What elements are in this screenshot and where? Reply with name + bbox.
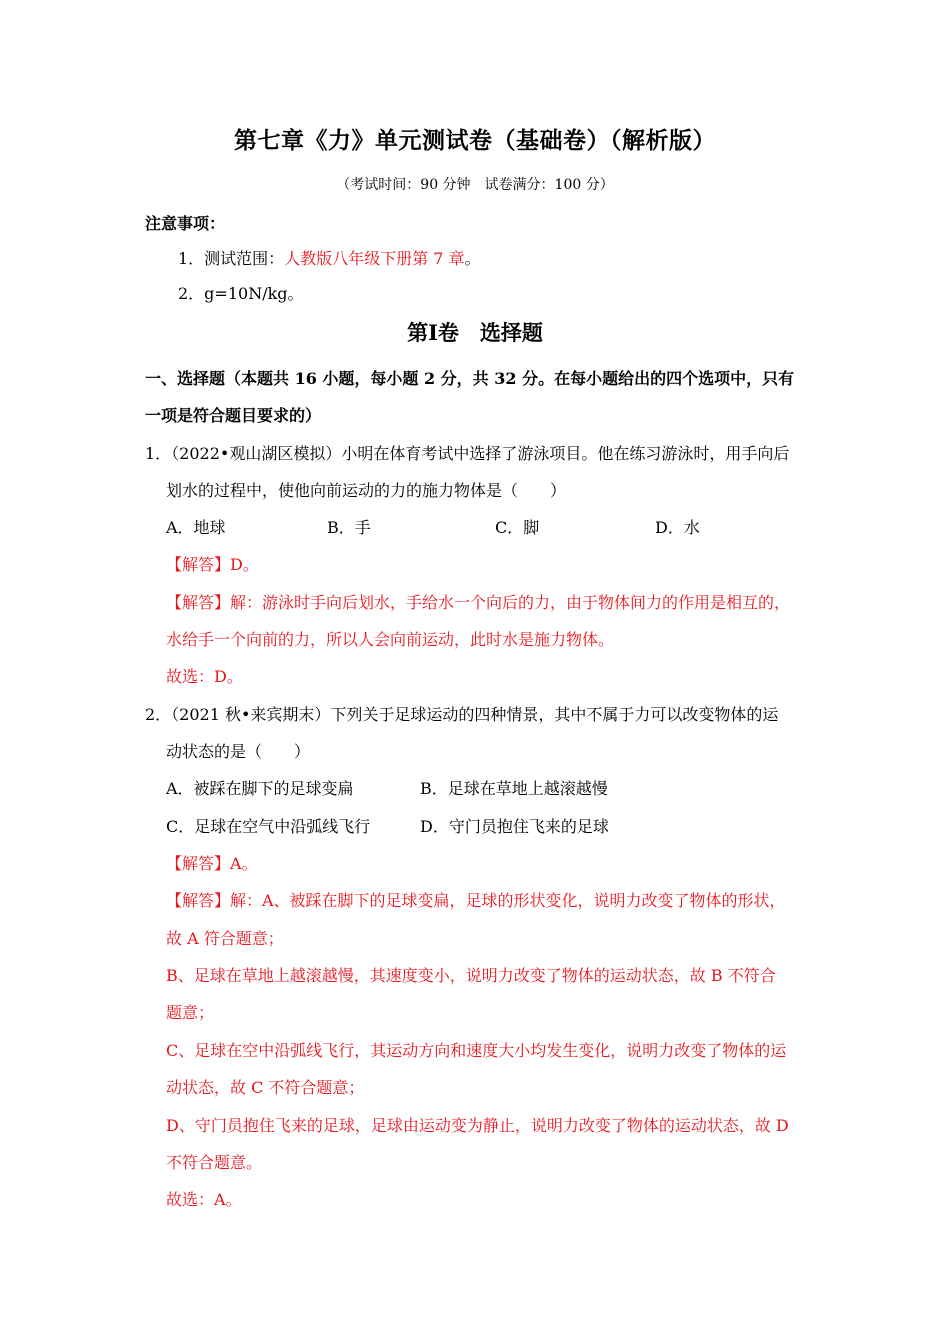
note-item-1-suffix: 。 (464, 249, 481, 268)
question-2-explanation-line-3: B、足球在草地上越滚越慢，其速度变小，说明力改变了物体的运动状态，故 B 不符合 (166, 966, 776, 985)
section-title: 第Ⅰ卷 选择题 (407, 320, 543, 345)
question-2-option-d: D．守门员抱住飞来的足球 (420, 817, 609, 836)
question-1-explanation-line-1: 【解答】解：游泳时手向后划水，手给水一个向后的力，由于物体间力的作用是相互的， (166, 593, 791, 612)
question-2-explanation-line-8: 不符合题意。 (166, 1153, 263, 1172)
note-item-1 (178, 246, 481, 269)
question-1-explanation-line-2: 水给手一个向前的力，所以人会向前运动，此时水是施力物体。 (166, 630, 615, 649)
exam-info: （考试时间：90 分钟 试卷满分：100 分） (336, 177, 614, 193)
question-1-option-b: B．手 (327, 518, 371, 537)
question-2-explanation-line-7: D、守门员抱住飞来的足球，足球由运动变为静止，说明力改变了物体的运动状态，故 D (166, 1116, 789, 1135)
question-2-explanation-line-1: 【解答】解：A、被踩在脚下的足球变扁，足球的形状变化，说明力改变了物体的形状， (166, 891, 786, 910)
question-2-explanation-line-2: 故 A 符合题意； (166, 929, 284, 948)
question-2-explanation-line-6: 动状态，故 C 不符合题意； (166, 1078, 365, 1097)
section-instructions-line-1: 一、选择题（本题共 16 小题，每小题 2 分，共 32 分。在每小题给出的四个选项中，只有 (145, 369, 795, 388)
notes-heading: 注意事项： (145, 214, 226, 233)
question-2-stem-line-2: 动状态的是（ ） (166, 742, 311, 761)
question-2-explanation-line-5: C、足球在空中沿弧线飞行，其运动方向和速度大小均发生变化，说明力改变了物体的运 (166, 1041, 787, 1060)
question-1-stem-line-2: 划水的过程中，使他向前运动的力的施力物体是（ ） (166, 481, 567, 500)
note-item-2: 2．g=10N/kg。 (178, 284, 304, 303)
question-2-option-a: A．被踩在脚下的足球变扁 (166, 779, 354, 798)
page-title: 第七章《力》单元测试卷（基础卷）（解析版） (234, 127, 716, 154)
question-1-explanation-line-3: 故选：D。 (166, 667, 243, 686)
question-2-stem-line-1: 2．（2021 秋•来宾期末）下列关于足球运动的四种情景，其中不属于力可以改变物体的运 (145, 705, 779, 724)
question-2-option-c: C．足球在空气中沿弧线飞行 (166, 817, 371, 836)
section-instructions-line-2: 一项是符合题目要求的） (145, 406, 322, 425)
question-1-stem-line-1: 1．（2022•观山湖区模拟）小明在体育考试中选择了游泳项目。他在练习游泳时，用手向后 (145, 444, 790, 463)
question-1-option-c: C．脚 (495, 518, 540, 537)
question-1-option-d: D．水 (655, 518, 700, 537)
note-item-1-range: 人教版八年级下册第 7 章 (284, 249, 465, 268)
question-2-explanation-line-4: 题意； (166, 1003, 215, 1022)
note-item-1-prefix: 1．测试范围： (178, 249, 285, 268)
question-2-explanation-line-9: 故选：A。 (166, 1190, 242, 1209)
question-1-answer: 【解答】D。 (166, 555, 259, 574)
question-1-option-a: A．地球 (166, 518, 226, 537)
question-2-option-b: B．足球在草地上越滚越慢 (420, 779, 608, 798)
question-2-answer: 【解答】A。 (166, 854, 258, 873)
